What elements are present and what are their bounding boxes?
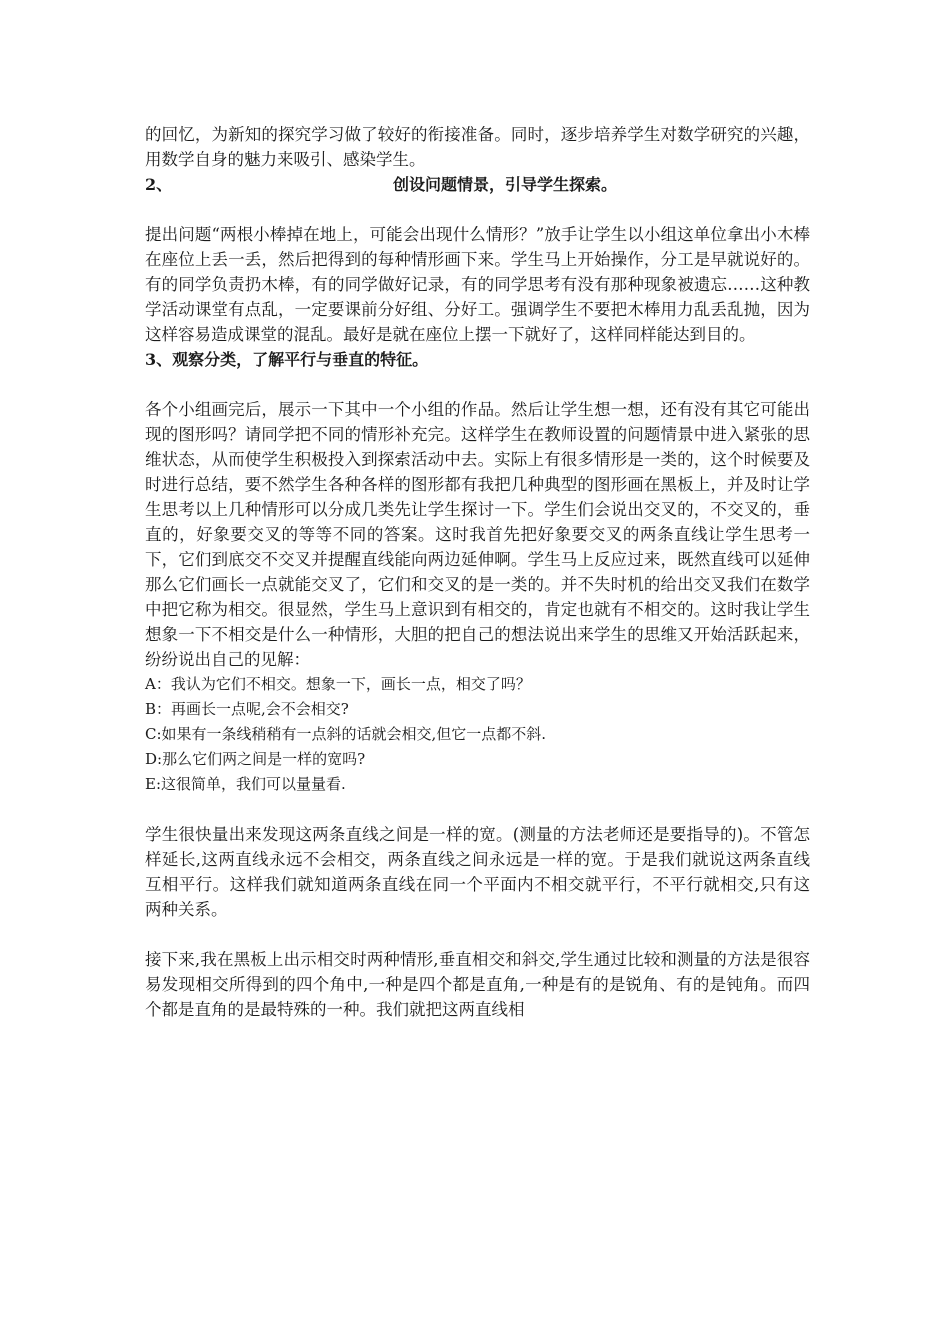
dialog-line-c: C:如果有一条线稍稍有一点斜的话就会相交,但它一点都不斜.	[145, 725, 547, 743]
intro-paragraph: 的回忆，为新知的探究学习做了较好的衔接准备。同时，逐步培养学生对数学研究的兴趣，用数学自身的魅力来吸引、感染学生。	[145, 125, 810, 169]
parallel-paragraph: 学生很快量出来发现这两条直线之间是一样的宽。(测量的方法老师还是要指导的)。不管怎样延长,这两直线永远不会相交，两条直线之间永远是一样的宽。于是我们就说这两条直线互相平行。这样我们就知道两条直线在同一个平面内不相交就平行，不平行就相交,只有这两种关系。	[145, 825, 810, 919]
problem-paragraph: 提出问题“两根小棒掉在地上，可能会出现什么情形？”放手让学生以小组这单位拿出小木棒在座位上丢一丢，然后把得到的每种情形画下来。学生马上开始操作，分工是早就说好的。有的同学负责扔木棒，有的同学做好记录，有的同学思考有没有那种现象被遗忘……这种教学活动课堂有点乱，一定要课前分好组、分好工。强调学生不要把木棒用力乱丢乱抛，因为这样容易造成课堂的混乱。最好是就在座位上摆一下就好了，这样同样能达到目的。	[145, 225, 810, 344]
document-page	[145, 122, 810, 1022]
dialog-line-a: A：我认为它们不相交。想象一下，画长一点，相交了吗？	[145, 675, 531, 693]
dialog-line-b: B：再画长一点呢,会不会相交?	[145, 700, 349, 718]
section-heading-2	[145, 172, 810, 197]
classification-paragraph: 各个小组画完后，展示一下其中一个小组的作品。然后让学生想一想，还有没有其它可能出现的图形吗？请同学把不同的情形补充完。这样学生在教师设置的问题情景中进入紧张的思维状态，从而使学生积极投入到探索活动中去。实际上有很多情形是一类的，这个时候要及时进行总结，要不然学生各种各样的图形都有我把几种典型的图形画在黑板上，并及时让学生思考以上几种情形可以分成几类先让学生探讨一下。学生们会说出交叉的，不交叉的，垂直的，好象要交叉的等等不同的答案。这时我首先把好象要交叉的两条直线让学生思考一下，它们到底交不交叉并提醒直线能向两边延伸啊。学生马上反应过来，既然直线可以延伸那么它们画长一点就能交叉了，它们和交叉的是一类的。并不失时机的给出交叉我们在数学中把它称为相交。很显然，学生马上意识到有相交的，肯定也就有不相交的。这时我让学生想象一下不相交是什么一种情形，大胆的把自己的想法说出来学生的思维又开始活跃起来，纷纷说出自己的见解：	[145, 400, 810, 669]
section-title: 创设问题情景，引导学生探索。	[393, 175, 618, 194]
dialog-line-e: E:这很简单，我们可以量量看.	[145, 775, 346, 793]
section-heading-3: 3、观察分类，了解平行与垂直的特征。	[145, 350, 429, 369]
dialog-line-d: D:那么它们两之间是一样的宽吗?	[145, 750, 366, 768]
perpendicular-paragraph: 接下来,我在黑板上出示相交时两种情形,垂直相交和斜交,学生通过比较和测量的方法是很容易发现相交所得到的四个角中,一种是四个都是直角,一种是有的是锐角、有的是钝角。而四个都是直角的是最特殊的一种。我们就把这两直线相	[145, 950, 810, 1019]
section-number: 2、	[145, 175, 173, 194]
